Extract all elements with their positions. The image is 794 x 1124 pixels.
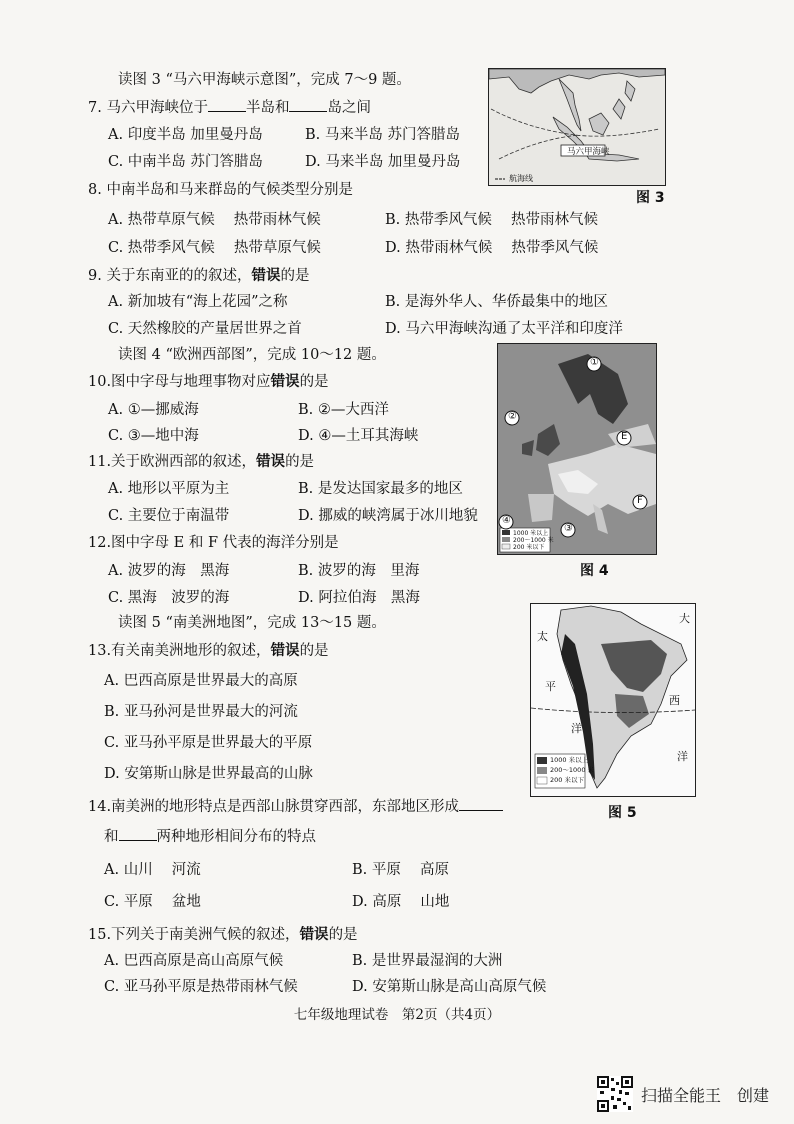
q11-text-b: 的是 <box>285 454 315 470</box>
question-15 <box>88 925 358 945</box>
fig5-label-yang-west: 洋 <box>571 722 582 735</box>
q15-option-d: D. 安第斯山脉是高山高原气候 <box>352 979 547 995</box>
fig3-legend: 航海线 <box>509 174 533 183</box>
scanner-brand-watermark: 扫描全能王 创建 <box>641 1086 770 1105</box>
q13-option-c: C. 亚马孙平原是世界最大的平原 <box>104 735 313 751</box>
q13-option-a: A. 巴西高原是世界最大的高原 <box>104 673 298 689</box>
figure-3-malacca-map <box>488 68 666 186</box>
malacca-map-drawing <box>489 69 665 185</box>
q13-option-b: B. 亚马孙河是世界最大的河流 <box>104 704 298 720</box>
q9-option-d: D. 马六甲海峡沟通了太平洋和印度洋 <box>385 321 623 337</box>
q12-option-a: A. 波罗的海 黑海 <box>108 563 230 579</box>
fig4-mark-e: E <box>621 431 628 442</box>
q11-option-c: C. 主要位于南温带 <box>108 508 230 524</box>
fig5-legend-high: 1000 米以上 <box>550 756 589 764</box>
fig4-legend-high: 1000 米以上 <box>513 530 549 537</box>
question-13 <box>88 641 329 661</box>
q7-option-a: A. 印度半岛 加里曼丹岛 <box>108 127 263 143</box>
fig5-label-ping: 平 <box>545 680 556 693</box>
q7-option-c: C. 中南半岛 苏门答腊岛 <box>108 154 263 170</box>
figure-4-caption: 图 4 <box>580 563 609 579</box>
q13-option-d: D. 安第斯山脉是世界最高的山脉 <box>104 766 313 782</box>
intro-fig3: 读图 3 “马六甲海峡示意图”，完成 7～9 题。 <box>118 72 411 88</box>
fig4-mark-1: ① <box>590 357 599 368</box>
q15-option-b: B. 是世界最湿润的大洲 <box>352 953 503 969</box>
q7-text-c: 岛之间 <box>327 100 371 116</box>
fig5-label-tai: 太 <box>537 630 548 643</box>
fig5-label-xi: 西 <box>669 694 680 707</box>
q15-text-b: 的是 <box>328 927 358 943</box>
q8-option-b: B. 热带季风气候 热带雨林气候 <box>385 212 598 228</box>
q11-option-a: A. 地形以平原为主 <box>108 481 230 497</box>
q12-option-b: B. 波罗的海 里海 <box>298 563 420 579</box>
question-9 <box>88 266 309 286</box>
fig4-legend-mid: 200～1000 米 <box>513 537 554 544</box>
question-12: 12.图中字母 E 和 F 代表的海洋分别是 <box>88 535 339 551</box>
fig5-label-yang-east: 洋 <box>677 750 688 763</box>
q13-text-b: 的是 <box>299 643 329 659</box>
q9-option-c: C. 天然橡胶的产量居世界之首 <box>108 321 302 337</box>
q8-option-a: A. 热带草原气候 热带雨林气候 <box>108 212 321 228</box>
q8-option-d: D. 热带雨林气候 热带季风气候 <box>385 240 599 256</box>
q14-text-c: 两种地形相间分布的特点 <box>156 829 316 845</box>
page-footer: 七年级地理试卷 第2页（共4页） <box>293 1007 501 1023</box>
q14-text-a: 14.南美洲的地形特点是西部山脉贯穿西部，东部地区形成 <box>88 799 460 815</box>
question-8: 8. 中南半岛和马来群岛的气候类型分别是 <box>88 182 353 198</box>
q13-text-a: 13.有关南美洲地形的叙述， <box>88 643 271 659</box>
q10-text-b: 的是 <box>299 374 329 390</box>
q10-option-d: D. ④—土耳其海峡 <box>298 428 419 444</box>
q15-error-word: 错误 <box>299 926 329 943</box>
figure-3-caption: 图 3 <box>636 190 665 206</box>
q10-text-a: 10.图中字母与地理事物对应 <box>88 374 271 390</box>
q14-text-b: 和 <box>104 829 119 845</box>
figure-5-south-america-map <box>530 603 696 797</box>
q14-blank-1 <box>459 796 503 811</box>
q14-blank-2 <box>119 826 157 841</box>
q10-option-c: C. ③—地中海 <box>108 428 199 444</box>
q7-option-d: D. 马来半岛 加里曼丹岛 <box>305 154 461 170</box>
fig5-label-da: 大 <box>679 612 690 625</box>
figure-5-caption: 图 5 <box>608 805 637 821</box>
q9-text-a: 9. 关于东南亚的的叙述， <box>88 268 252 284</box>
intro-fig4: 读图 4 “欧洲西部图”，完成 10～12 题。 <box>118 347 386 363</box>
q7-text-b: 半岛和 <box>245 100 290 116</box>
question-7 <box>88 97 371 118</box>
intro-fig5: 读图 5 “南美洲地图”，完成 13～15 题。 <box>118 615 386 631</box>
q9-text-b: 的是 <box>280 268 310 284</box>
q15-option-a: A. 巴西高原是高山高原气候 <box>104 953 284 969</box>
question-14 <box>88 796 503 817</box>
q14-option-b: B. 平原 高原 <box>352 862 449 878</box>
fig4-mark-2: ② <box>508 411 517 422</box>
q14-option-a: A. 山川 河流 <box>104 862 201 878</box>
fig4-legend-low: 200 米以下 <box>513 544 545 551</box>
q11-error-word: 错误 <box>256 453 286 470</box>
fig4-mark-4: ④ <box>502 515 511 526</box>
q15-option-c: C. 亚马孙平原是热带雨林气候 <box>104 979 298 995</box>
europe-map-drawing <box>498 344 656 554</box>
q7-option-b: B. 马来半岛 苏门答腊岛 <box>305 127 460 143</box>
q7-blank-2 <box>289 97 327 112</box>
q15-text-a: 15.下列关于南美洲气候的叙述， <box>88 927 300 943</box>
question-10 <box>88 372 329 392</box>
figure-4-western-europe-map <box>497 343 657 555</box>
fig3-strait-label: 马六甲海峡 <box>567 147 610 157</box>
q7-blank-1 <box>208 97 246 112</box>
question-11 <box>88 452 314 472</box>
fig4-mark-3: ③ <box>564 523 573 534</box>
q10-option-a: A. ①—挪威海 <box>108 402 199 418</box>
q11-text-a: 11.关于欧洲西部的叙述， <box>88 454 257 470</box>
qr-code-icon <box>597 1076 633 1112</box>
q9-error-word: 错误 <box>251 267 281 284</box>
fig4-mark-f: F <box>637 495 643 506</box>
q9-option-a: A. 新加坡有“海上花园”之称 <box>108 294 288 310</box>
fig5-legend-mid: 200～1000 米 <box>550 766 595 774</box>
q7-text-a: 7. 马六甲海峡位于 <box>88 100 208 116</box>
q11-option-d: D. 挪威的峡湾属于冰川地貌 <box>298 508 478 524</box>
q11-option-b: B. 是发达国家最多的地区 <box>298 481 463 497</box>
q13-error-word: 错误 <box>270 642 300 659</box>
fig5-legend-low: 200 米以下 <box>550 776 584 784</box>
q12-option-c: C. 黑海 波罗的海 <box>108 590 230 606</box>
q14-option-d: D. 高原 山地 <box>352 894 450 910</box>
q10-option-b: B. ②—大西洋 <box>298 402 389 418</box>
q9-option-b: B. 是海外华人、华侨最集中的地区 <box>385 294 608 310</box>
q14-option-c: C. 平原 盆地 <box>104 894 201 910</box>
q8-option-c: C. 热带季风气候 热带草原气候 <box>108 240 321 256</box>
q12-option-d: D. 阿拉伯海 黑海 <box>298 590 420 606</box>
question-14-cont <box>104 826 316 847</box>
q10-error-word: 错误 <box>270 373 300 390</box>
